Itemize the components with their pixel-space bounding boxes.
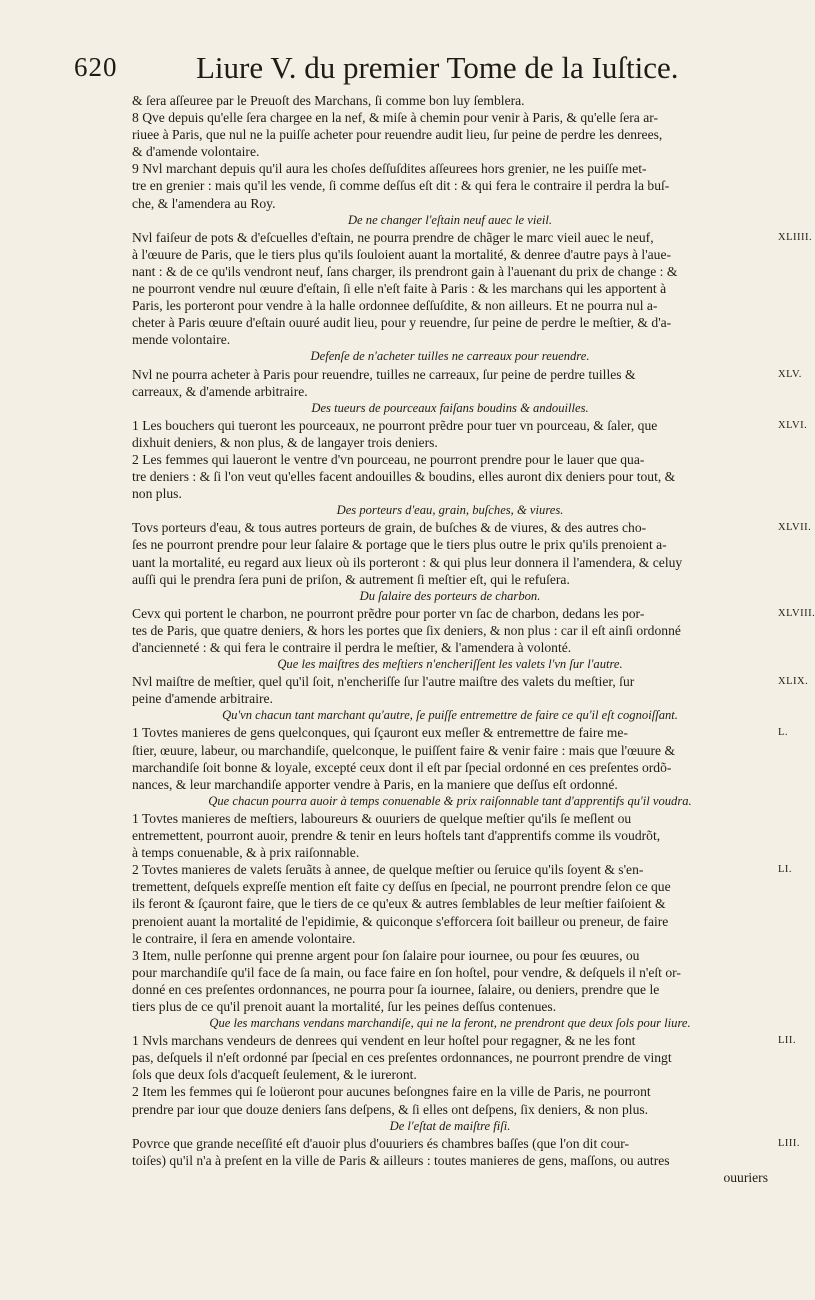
section-heading: Qu'vn chacun tant marchant qu'autre, ſe puiſſe entremettre de faire ce qu'il eſt cognoiſſant. — [222, 708, 678, 723]
section-heading: Que les marchans vendans marchandiſe, qui ne la feront, ne prendront que deux ſols pour liure. — [209, 1016, 691, 1031]
article — [132, 947, 768, 1015]
text-line: mende volontaire. — [132, 332, 231, 348]
text-line: 1 Les bouchers qui tueront les pourceaux, ne pourront prẽdre pour tuer vn pourceau, & ſaler, que — [132, 417, 658, 433]
text-line: ſols que deux ſols d'acqueſt ſeulement, & le iureront. — [132, 1067, 417, 1083]
text-line: toiſes) qu'il n'a à preſent en la ville de Paris & ailleurs : toutes manieres de gens, maſſons, ou autres — [132, 1152, 670, 1168]
text-line: 1 Tovtes manieres de gens quelconques, qui ſçauront eux meſler & entremettre de faire me- — [132, 725, 628, 741]
text-line: & ſera aſſeuree par le Preuoſt des Marchans, ſi comme bon luy ſemblera. — [132, 93, 525, 108]
text-line: 8 Qve depuis qu'elle ſera chargee en la nef, & miſe à chemin pour venir à Paris, & qu'elle ſera ar- — [132, 110, 659, 126]
page-number: 620 — [74, 52, 118, 82]
text-line: dixhuit deniers, & non plus, & de langayer trois deniers. — [132, 434, 438, 450]
text-line: ils feront & ſçauront faire, que le tiers de ce qu'eux & autres ſemblables de leur meſtier faiſoient & — [132, 896, 666, 912]
text-line: prendre par iour que douze deniers ſans deſpens, & ſi elles ont deſpens, ſix deniers, & non plus. — [132, 1101, 649, 1117]
text-line: tiers plus de ce qu'il prenoit auant la mortalité, ſur les peines deſſus contenues. — [132, 998, 557, 1014]
text-line: 1 Tovtes manieres de meſtiers, laboureurs & ouuriers de quelque meſtier qu'ils ſe meſlent ou — [132, 810, 632, 826]
text-line: ſes ne pourront prendre pour leur ſalaire & portage que le tiers plus outre le prix qu'ils prenoient a- — [132, 537, 667, 553]
article — [132, 229, 813, 349]
text-line: 2 Tovtes manieres de valets ſeruãts à annee, de quelque meſtier ou ſeruice qu'ils ſoyent & s'en- — [132, 862, 644, 878]
section-heading: Des porteurs d'eau, grain, buſches, & viures. — [336, 503, 564, 518]
text-line: pas, deſquels il n'eſt ordonné par ſpecial en ces preſentes ordonnances, ne pourront prendre de vingt — [132, 1050, 672, 1066]
text-line: marchandiſe ſoit bonne & loyale, excepté ceux dont il eſt par ſpecial ordonné en ces preſentes ordõ- — [132, 759, 672, 775]
text-line: cheter à Paris œuure d'eſtain ouuré audit lieu, pour y reuendre, ſur peine de perdre le meſtier, & d'a- — [132, 315, 672, 331]
text-line: ne pourront vendre nul œuure d'eſtain, ſi elle n'eſt faite à Paris : & les marchans qui les apportent à — [132, 281, 667, 297]
text-line: 3 Item, nulle perſonne qui prenne argent pour ſon ſalaire pour iournee, ou pour ſes œuures, ou — [132, 947, 640, 963]
text-line: uant la mortalité, eu regard aux lieux où ils porteront : & qui plus leur donnera il l'amendera, & celuy — [132, 554, 683, 570]
article — [132, 605, 815, 656]
margin-number: XLIIII. — [778, 231, 813, 243]
text-line: Cevx qui portent le charbon, ne pourront prẽdre pour porter vn ſac de charbon, dedans les por- — [132, 605, 645, 621]
text-line: Tovs porteurs d'eau, & tous autres porteurs de grain, de buſches & de viures, & des autres cho- — [132, 520, 647, 536]
section-heading: De ne changer l'eſtain neuf auec le vieil. — [347, 212, 553, 227]
text-line: Nvl maiſtre de meſtier, quel qu'il ſoit, n'encheriſſe ſur l'autre maiſtre des valets du meſtier, ſur — [132, 674, 635, 690]
text-line: 2 Item les femmes qui ſe loüeront pour aucunes beſongnes faire en la ville de Paris, ne pourront — [132, 1084, 651, 1100]
text-line: tremettent, deſquels expreſſe mention eſt faite cy deſſus en ſpecial, ne pourront prendre ſelon ce que — [132, 879, 671, 895]
text-line: che, & l'amendera au Roy. — [132, 195, 276, 211]
article — [132, 519, 812, 587]
text-line: 1 Nvls marchans vendeurs de denrees qui vendent en leur hoſtel pour regagner, & ne les font — [132, 1033, 636, 1049]
page-header — [0, 44, 800, 90]
section-heading: Des tueurs de pourceaux faiſans boudins & andouilles. — [311, 400, 589, 415]
text-line: pour marchandiſe qu'il face de ſa main, ou face faire en ſon hoſtel, pour vendre, & deſquels il n'eſt or- — [132, 964, 681, 980]
text-line: peine d'amende arbitraire. — [132, 691, 273, 707]
text-line: & d'amende volontaire. — [132, 144, 260, 160]
margin-number: XLVI. — [778, 419, 808, 431]
text-line: riuee à Paris, que nul ne la puiſſe acheter pour reuendre audit lieu, ſur peine de perdre les denrees, — [132, 127, 663, 143]
text-line: tre en grenier : mais qu'il les vende, ſi comme deſſus eſt dit : & qui fera le contraire il perdra la buſ- — [132, 178, 670, 194]
text-line: 9 Nvl marchant depuis qu'il aura les choſes deſſuſdites aſſeurees hors grenier, ne les puiſſe met- — [132, 161, 647, 177]
article — [132, 673, 809, 707]
article — [132, 810, 768, 861]
text-line: nant : & de ce qu'ils vendront neuf, ſans charger, ils prendront gain à l'auenant du prix de change : & — [132, 263, 678, 279]
running-title: Liure V. du premier Tome de la Iuſtice. — [196, 50, 679, 85]
margin-number: XLIX. — [778, 676, 809, 688]
section-heading: Que les maiſtres des meſtiers n'encheriſſent les valets l'vn ſur l'autre. — [277, 657, 623, 672]
text-line: 2 Les femmes qui laueront le ventre d'vn pourceau, ne pourront prendre pour le lauer que qua- — [132, 451, 645, 467]
text-line: à l'œuure de Paris, que le tiers plus qu'ils ſouloient auant la mortalité, & denree d'autre pays à l'aue- — [132, 246, 672, 262]
text-line: non plus. — [132, 486, 182, 502]
text-line: auſſi qui le prendra ſera puni de priſon, & autrement ſi meſtier eſt, qui le refuſera. — [132, 571, 570, 587]
text-line: ſtier, œuure, labeur, ou marchandiſe, quelconque, le puiſſent faire & venir faire : mais que l'œuure & — [132, 742, 676, 758]
text-line: Paris, les porteront pour vendre à la halle ordonnee deſſuſdite, & non ailleurs. Et ne pourra nul a- — [132, 298, 658, 314]
text-line: entremettent, pourront auoir, prendre & tenir en leurs hoſtels tant d'apprentifs comme ils voudrõt, — [132, 828, 661, 844]
text-line: tre deniers : & ſi l'on veut qu'elles facent andouilles & boudins, elles auront dix deniers pour tout, & — [132, 469, 676, 485]
text-line: à temps conuenable, & à prix raiſonnable. — [132, 845, 360, 861]
paragraph — [132, 92, 768, 212]
text-body — [132, 92, 815, 1186]
catchword: ouuriers — [723, 1169, 768, 1185]
text-line: Povrce que grande neceſſité eſt d'auoir plus d'ouuriers és chambres baſſes (que l'on dit cour- — [132, 1135, 630, 1151]
article — [132, 417, 808, 502]
text-line: nances, & leur marchandiſe apporter vendre à Paris, en la maniere que deſſus eſt ordonné. — [132, 776, 618, 792]
text-line: carreaux, & d'amende arbitraire. — [132, 383, 308, 399]
text-line: d'ancienneté : & qui fera le contraire il perdra le meſtier, & l'amendera à volonté. — [132, 640, 572, 655]
text-line: Nvl faiſeur de pots & d'eſcuelles d'eſtain, ne pourra prendre de chãger le marc vieil auec le neuf, — [132, 229, 654, 245]
margin-number: XLVII. — [778, 522, 812, 534]
article — [132, 861, 793, 946]
margin-number: LII. — [778, 1035, 797, 1047]
section-heading: Du ſalaire des porteurs de charbon. — [359, 588, 541, 603]
margin-number: LI. — [778, 864, 793, 876]
article — [132, 1135, 801, 1186]
text-line: donné en ces preſentes ordonnances, ne pourra pour ſa iournee, ſalaire, ou deniers, prendre que le — [132, 981, 660, 997]
margin-number: LIII. — [778, 1137, 801, 1149]
margin-number: L. — [778, 727, 789, 739]
section-heading: Que chacun pourra auoir à temps conuenable & prix raiſonnable tant d'apprentifs qu'il voudra. — [208, 793, 692, 808]
article — [132, 1083, 768, 1117]
article — [132, 366, 802, 400]
text-line: le contraire, il ſera en amende volontaire. — [132, 930, 356, 946]
article — [132, 724, 789, 792]
text-line: prenoient auant la mortalité de l'epidimie, & quiconque s'efforcera ſoit bailleur ou preneur, de faire — [132, 913, 669, 929]
article — [132, 1032, 797, 1083]
margin-number: XLVIII. — [778, 607, 815, 619]
section-heading: De l'eſtat de maiſtre fiſi. — [389, 1118, 511, 1133]
text-line: tes de Paris, que quatre deniers, & hors les portes que ſix deniers, & non plus : car il eſt ainſi ordonné — [132, 622, 681, 638]
margin-number: XLV. — [778, 368, 802, 380]
section-heading: Defenſe de n'acheter tuilles ne carreaux pour reuendre. — [310, 349, 590, 364]
text-line: Nvl ne pourra acheter à Paris pour reuendre, tuilles ne carreaux, ſur peine de perdre tuilles & — [132, 366, 636, 382]
